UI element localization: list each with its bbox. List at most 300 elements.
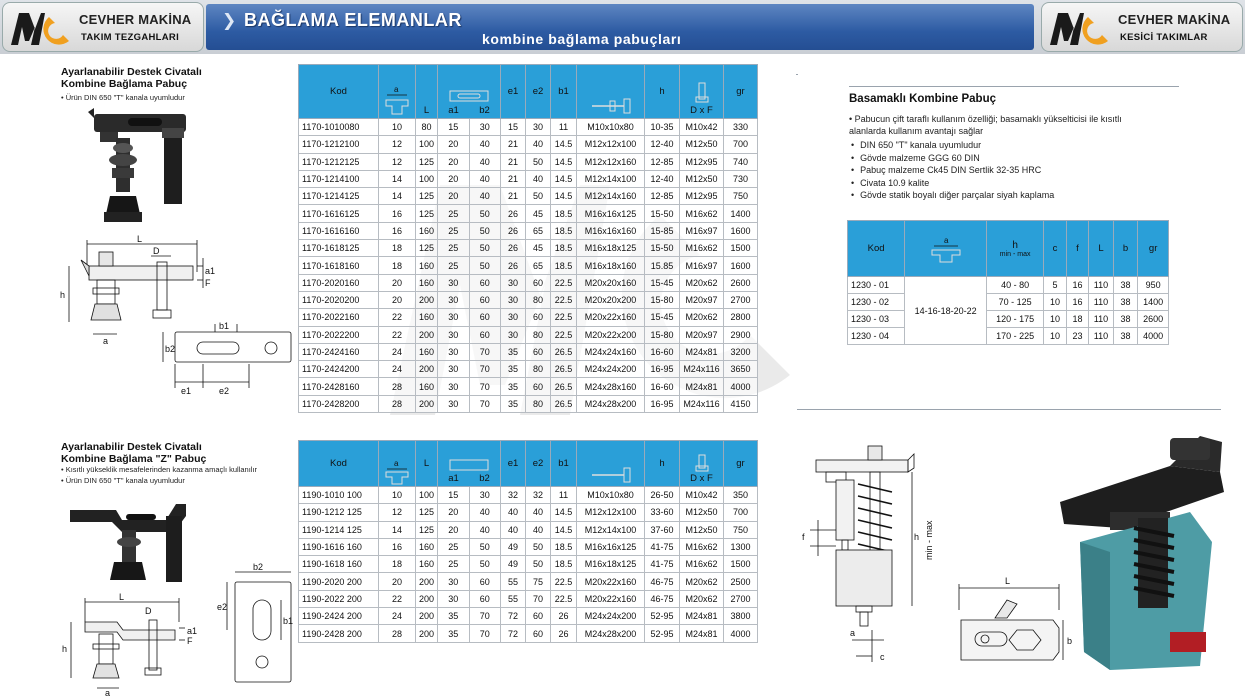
table-cell-kod: 1230 - 03 xyxy=(848,311,905,328)
table-cell: 25 xyxy=(438,222,470,239)
table-cell-kod: 1170-2020200 xyxy=(299,291,379,308)
section2-title xyxy=(61,441,206,465)
clamp-spec-table-body xyxy=(299,119,758,413)
table-cell: 740 xyxy=(724,153,758,170)
table-cell: 160 xyxy=(416,378,438,395)
table-cell: 160 xyxy=(416,343,438,360)
table-cell: M20x20x160 xyxy=(577,274,645,291)
col-c: c xyxy=(1044,221,1066,277)
table-cell: 52-95 xyxy=(645,608,680,625)
list-item: • Gövde malzeme GGG 60 DIN xyxy=(849,152,1054,165)
table-cell: 30 xyxy=(501,326,526,343)
table-cell: 730 xyxy=(724,170,758,187)
table-row xyxy=(299,361,758,378)
clamp-product-photo xyxy=(88,104,208,228)
table-cell: 20 xyxy=(438,153,470,170)
table-cell: 15 xyxy=(501,119,526,136)
table-row xyxy=(299,487,758,504)
table-cell: 40 xyxy=(469,504,501,521)
svg-text:a: a xyxy=(943,235,949,245)
table-cell: M24x116 xyxy=(680,361,724,378)
table-cell: 25 xyxy=(438,205,470,222)
dim-label-a1: a1 xyxy=(187,626,198,636)
table-cell: 16-95 xyxy=(645,361,680,378)
table-cell: 200 xyxy=(416,590,438,607)
table-cell: M24x81 xyxy=(680,343,724,360)
col-e2: e2 xyxy=(526,441,551,487)
table-cell: 46-75 xyxy=(645,590,680,607)
table-cell: 70 xyxy=(469,625,501,642)
table-cell: M16x62 xyxy=(680,556,724,573)
table-cell: 40 xyxy=(501,521,526,538)
table-cell: 35 xyxy=(501,343,526,360)
table-cell: 52-95 xyxy=(645,625,680,642)
table-cell: M16x18x125 xyxy=(577,240,645,257)
table-cell: 14.5 xyxy=(551,136,577,153)
table-cell: 110 xyxy=(1089,294,1114,311)
section2-note1: • Kısıtlı yükseklik mesafelerinden kazanma amaçlı kullanılır xyxy=(61,465,258,474)
table-cell: 20 xyxy=(379,573,416,590)
table-cell: 40 - 80 xyxy=(987,277,1044,294)
z-clamp-spec-table-body xyxy=(299,487,758,643)
table-cell: 22 xyxy=(379,590,416,607)
table-cell: 41-75 xyxy=(645,556,680,573)
dim-label-e2: e2 xyxy=(217,602,228,612)
table-row xyxy=(299,291,758,308)
table-cell: 25 xyxy=(438,556,470,573)
table-cell: M20x62 xyxy=(680,274,724,291)
table-cell: 49 xyxy=(501,556,526,573)
page-header xyxy=(0,0,1245,54)
table-cell: 80 xyxy=(526,326,551,343)
table-cell: 38 xyxy=(1113,294,1138,311)
col-bolt xyxy=(577,441,645,487)
col-kod: Kod xyxy=(299,441,379,487)
dim-label-a1: a1 xyxy=(205,266,216,276)
table-cell: 40 xyxy=(526,504,551,521)
table-cell-kod: 1170-2424200 xyxy=(299,361,379,378)
table-cell: M16x97 xyxy=(680,257,724,274)
section3-bullet-list xyxy=(849,139,1054,202)
table-cell: 40 xyxy=(469,521,501,538)
divider xyxy=(797,409,1221,410)
table-cell: 1400 xyxy=(724,205,758,222)
table-cell: 3650 xyxy=(724,361,758,378)
table-cell: 32 xyxy=(501,487,526,504)
table-cell: 70 xyxy=(469,395,501,412)
table-cell: 15.85 xyxy=(645,257,680,274)
table-cell: 22 xyxy=(379,309,416,326)
table-cell: 2900 xyxy=(724,326,758,343)
dim-label-e1: e1 xyxy=(181,386,192,396)
table-row xyxy=(299,343,758,360)
table-cell: 12 xyxy=(379,136,416,153)
table-cell: 40 xyxy=(526,521,551,538)
table-cell: 15-80 xyxy=(645,291,680,308)
table-cell: 1600 xyxy=(724,257,758,274)
section3-title: Basamaklı Kombine Pabuç xyxy=(849,93,996,105)
table-cell: 110 xyxy=(1089,328,1114,345)
table-cell: 120 - 175 xyxy=(987,311,1044,328)
table-cell: 45 xyxy=(526,205,551,222)
table-cell: 200 xyxy=(416,608,438,625)
table-cell: 20 xyxy=(438,170,470,187)
table-cell-kod: 1190-1618 160 xyxy=(299,556,379,573)
table-cell-kod: 1190-1214 125 xyxy=(299,521,379,538)
col-kod: Kod xyxy=(848,221,905,277)
step-clamp-spec-table-body xyxy=(848,277,1169,345)
table-cell: 30 xyxy=(438,274,470,291)
table-cell: 16-60 xyxy=(645,343,680,360)
section1-title-line1: Ayarlanabilir Destek Civatalı xyxy=(61,66,202,78)
table-cell: 18.5 xyxy=(551,222,577,239)
table-row xyxy=(299,205,758,222)
logo-right xyxy=(1041,2,1243,52)
table-cell: 24 xyxy=(379,361,416,378)
table-cell: 12 xyxy=(379,504,416,521)
table-cell: 20 xyxy=(379,274,416,291)
list-item: • DIN 650 "T" kanala uyumludur xyxy=(849,139,1054,152)
table-cell: 10 xyxy=(379,119,416,136)
slot-nut-icon xyxy=(444,87,494,105)
table-cell: 16 xyxy=(1066,294,1088,311)
table-cell: 30 xyxy=(501,291,526,308)
table-cell-kod: 1190-2022 200 xyxy=(299,590,379,607)
col-L: L xyxy=(416,65,438,119)
table-cell: 21 xyxy=(501,153,526,170)
table-cell: 26 xyxy=(501,257,526,274)
section3-description: • Pabucun çift taraflı kullanım özelliği; basamaklı yükselticisi ile kısıtlı alanlarda kullanım avantajı sağlar xyxy=(849,114,1122,136)
table-cell-kod: 1170-1618160 xyxy=(299,257,379,274)
table-cell: 28 xyxy=(379,625,416,642)
table-cell: 125 xyxy=(416,188,438,205)
table-row xyxy=(299,625,758,642)
table-cell: 18.5 xyxy=(551,205,577,222)
table-cell: M24x28x200 xyxy=(577,625,645,642)
table-cell: 40 xyxy=(501,504,526,521)
table-cell: 15-45 xyxy=(645,274,680,291)
table-cell: 70 xyxy=(469,378,501,395)
col-kod: Kod xyxy=(299,65,379,119)
table-cell: 16-95 xyxy=(645,395,680,412)
table-cell: 12-40 xyxy=(645,170,680,187)
table-cell: 20 xyxy=(438,504,470,521)
table-cell: M24x28x160 xyxy=(577,378,645,395)
col-L: L xyxy=(416,441,438,487)
table-cell-kod: 1190-2428 200 xyxy=(299,625,379,642)
table-cell: M16x62 xyxy=(680,205,724,222)
table-cell: M24x28x200 xyxy=(577,395,645,412)
step-clamp-product-photo xyxy=(1050,432,1230,674)
dim-label-h: h xyxy=(60,290,66,300)
table-cell: M12x14x100 xyxy=(577,170,645,187)
table-row xyxy=(299,573,758,590)
table-cell-kod: 1170-1212100 xyxy=(299,136,379,153)
table-row xyxy=(299,395,758,412)
table-cell: 22.5 xyxy=(551,590,577,607)
table-cell: 25 xyxy=(438,240,470,257)
col-a xyxy=(379,441,416,487)
table-cell: 40 xyxy=(469,153,501,170)
dim-label-h: h xyxy=(62,644,68,654)
table-cell: 15-50 xyxy=(645,240,680,257)
table-row xyxy=(299,153,758,170)
table-cell: M20x62 xyxy=(680,590,724,607)
table-cell: 80 xyxy=(526,395,551,412)
table-cell: 80 xyxy=(526,361,551,378)
cevher-logo-icon xyxy=(9,9,73,47)
table-cell: M10x10x80 xyxy=(577,119,645,136)
table-cell: 5 xyxy=(1044,277,1066,294)
table-cell-kod: 1170-1214125 xyxy=(299,188,379,205)
table-cell: M24x24x160 xyxy=(577,343,645,360)
table-cell: M12x12x100 xyxy=(577,504,645,521)
table-cell: 22 xyxy=(379,326,416,343)
col-f: f xyxy=(1066,221,1088,277)
table-cell: 50 xyxy=(469,556,501,573)
table-row xyxy=(299,504,758,521)
table-cell: 30 xyxy=(438,378,470,395)
table-cell: M16x16x125 xyxy=(577,205,645,222)
table-cell: 4000 xyxy=(724,378,758,395)
table-cell: 350 xyxy=(724,487,758,504)
col-a1-b2 xyxy=(438,441,501,487)
col-e1: e1 xyxy=(501,65,526,119)
table-row xyxy=(299,257,758,274)
logo-brand: CEVHER MAKİNA xyxy=(1118,12,1231,27)
table-cell: 18 xyxy=(379,257,416,274)
table-cell: M12x12x100 xyxy=(577,136,645,153)
table-cell: 160 xyxy=(416,222,438,239)
table-cell: 14.5 xyxy=(551,170,577,187)
table-cell: M20x62 xyxy=(680,573,724,590)
table-cell-kod: 1170-2428200 xyxy=(299,395,379,412)
dim-label-e2: e2 xyxy=(219,386,230,396)
table-cell-kod: 1170-1212125 xyxy=(299,153,379,170)
table-cell: M24x116 xyxy=(680,395,724,412)
dim-label-b1: b1 xyxy=(219,321,230,331)
table-cell: 50 xyxy=(469,205,501,222)
z-clamp-technical-drawing xyxy=(57,560,297,696)
table-cell: M12x95 xyxy=(680,153,724,170)
table-cell-kod: 1170-2020160 xyxy=(299,274,379,291)
table-cell: 750 xyxy=(724,521,758,538)
logo-left xyxy=(2,2,204,52)
clamp-spec-table xyxy=(298,64,758,413)
table-cell: 26 xyxy=(501,205,526,222)
table-cell: M12x50 xyxy=(680,170,724,187)
table-cell: 70 xyxy=(526,590,551,607)
table-cell: 40 xyxy=(469,170,501,187)
divider xyxy=(796,74,798,75)
table-cell: 40 xyxy=(469,136,501,153)
divider xyxy=(849,86,1179,87)
table-cell: 18.5 xyxy=(551,538,577,555)
col-a1-b2 xyxy=(438,65,501,119)
table-cell: 35 xyxy=(501,395,526,412)
dim-label-b2: b2 xyxy=(165,344,176,354)
table-cell: 70 - 125 xyxy=(987,294,1044,311)
table-row xyxy=(299,240,758,257)
table-row xyxy=(299,309,758,326)
col-b1: b1 xyxy=(551,441,577,487)
table-cell: 1500 xyxy=(724,556,758,573)
table-cell: 60 xyxy=(469,291,501,308)
table-cell: M24x81 xyxy=(680,608,724,625)
table-cell: 26.5 xyxy=(551,343,577,360)
table-cell: M12x50 xyxy=(680,136,724,153)
table-cell: 18 xyxy=(379,556,416,573)
col-dxf: D x F xyxy=(680,441,724,487)
table-cell: 16 xyxy=(379,222,416,239)
dim-label-a: a xyxy=(103,336,109,346)
clamp-technical-drawing xyxy=(57,232,292,402)
table-cell: 35 xyxy=(501,361,526,378)
table-cell: 26 xyxy=(501,240,526,257)
dim-label-h: h xyxy=(914,532,920,542)
table-cell: 200 xyxy=(416,361,438,378)
table-cell: 26 xyxy=(551,625,577,642)
table-cell: 24 xyxy=(379,608,416,625)
table-cell-kod: 1230 - 04 xyxy=(848,328,905,345)
table-cell: 25 xyxy=(438,257,470,274)
table-cell: 110 xyxy=(1089,277,1114,294)
table-cell: 50 xyxy=(526,556,551,573)
table-cell: 50 xyxy=(469,240,501,257)
table-cell: 110 xyxy=(1089,311,1114,328)
table-cell: 24 xyxy=(379,343,416,360)
table-cell: 100 xyxy=(416,170,438,187)
table-cell: 60 xyxy=(469,573,501,590)
table-cell: 20 xyxy=(438,136,470,153)
table-cell-kod: 1230 - 02 xyxy=(848,294,905,311)
table-cell: 40 xyxy=(526,136,551,153)
table-cell: 25 xyxy=(438,538,470,555)
table-cell: 160 xyxy=(416,538,438,555)
table-cell: 2800 xyxy=(724,309,758,326)
table-cell: 26.5 xyxy=(551,361,577,378)
table-cell: 30 xyxy=(438,326,470,343)
table-row xyxy=(299,326,758,343)
table-row xyxy=(299,608,758,625)
table-cell: 35 xyxy=(501,378,526,395)
list-item: • Civata 10.9 kalite xyxy=(849,177,1054,190)
table-cell-kod: 1190-2424 200 xyxy=(299,608,379,625)
table-cell: 200 xyxy=(416,291,438,308)
table-row xyxy=(848,277,1169,294)
table-cell: 14.5 xyxy=(551,188,577,205)
table-cell: 30 xyxy=(438,343,470,360)
dim-label-D: D xyxy=(145,606,152,616)
section1-note: • Ürün DIN 650 "T" kanala uyumludur xyxy=(61,93,185,102)
table-cell: M20x20x200 xyxy=(577,291,645,308)
table-cell: 75 xyxy=(526,573,551,590)
table-cell: 16-60 xyxy=(645,378,680,395)
slot-nut-icon xyxy=(444,457,494,473)
table-cell: 12 xyxy=(379,153,416,170)
logo-subtitle: KESİCİ TAKIMLAR xyxy=(1120,32,1208,43)
table-cell: 15-45 xyxy=(645,309,680,326)
section2-title-line2: Kombine Bağlama "Z" Pabuç xyxy=(61,453,207,465)
table-cell: 18.5 xyxy=(551,257,577,274)
table-cell-kod: 1170-1214100 xyxy=(299,170,379,187)
col-bolt xyxy=(577,65,645,119)
logo-brand: CEVHER MAKİNA xyxy=(79,12,192,27)
table-cell: 30 xyxy=(469,487,501,504)
table-cell: M12x50 xyxy=(680,504,724,521)
table-cell: 38 xyxy=(1113,311,1138,328)
table-cell: M24x81 xyxy=(680,625,724,642)
table-cell-kod: 1190-1010 100 xyxy=(299,487,379,504)
svg-text:a: a xyxy=(394,85,399,94)
table-cell: M20x22x160 xyxy=(577,573,645,590)
table-cell: 22.5 xyxy=(551,573,577,590)
table-cell: 70 xyxy=(469,361,501,378)
table-cell: 18.5 xyxy=(551,240,577,257)
table-cell: 2500 xyxy=(724,573,758,590)
table-cell-a-merged: 14-16-18-20-22 xyxy=(905,277,987,345)
col-h: h min - max xyxy=(987,221,1044,277)
table-row xyxy=(848,294,1169,311)
table-cell: 11 xyxy=(551,487,577,504)
dim-label-b2: b2 xyxy=(253,562,264,572)
col-gr: gr xyxy=(1138,221,1169,277)
table-cell: M20x22x200 xyxy=(577,326,645,343)
table-cell: 38 xyxy=(1113,277,1138,294)
table-cell: 50 xyxy=(469,222,501,239)
table-row xyxy=(299,556,758,573)
table-cell: 14 xyxy=(379,521,416,538)
col-e2: e2 xyxy=(526,65,551,119)
dim-label-L: L xyxy=(119,592,125,602)
table-cell: 950 xyxy=(1138,277,1169,294)
dim-label-c: c xyxy=(880,652,885,662)
title-banner xyxy=(206,4,1034,50)
page-subtitle: kombine bağlama pabuçları xyxy=(482,31,682,47)
table-cell: 14 xyxy=(379,188,416,205)
col-a1-label: a1 xyxy=(448,105,459,116)
table-cell: 80 xyxy=(416,119,438,136)
table-cell: 160 xyxy=(416,309,438,326)
table-cell: M20x22x160 xyxy=(577,590,645,607)
table-cell: 15 xyxy=(438,487,470,504)
dim-label-L: L xyxy=(1005,576,1011,586)
table-cell: M16x16x160 xyxy=(577,222,645,239)
table-cell: 200 xyxy=(416,395,438,412)
table-cell-kod: 1190-1616 160 xyxy=(299,538,379,555)
table-row xyxy=(299,274,758,291)
table-cell: M16x62 xyxy=(680,240,724,257)
table-cell: 10-35 xyxy=(645,119,680,136)
table-cell: 30 xyxy=(438,573,470,590)
table-cell: 15-50 xyxy=(645,205,680,222)
table-cell: 1600 xyxy=(724,222,758,239)
table-cell: 700 xyxy=(724,136,758,153)
table-cell: M10x42 xyxy=(680,119,724,136)
table-cell: 15 xyxy=(438,119,470,136)
dim-label-a: a xyxy=(850,628,856,638)
table-row xyxy=(299,170,758,187)
table-cell: M12x12x160 xyxy=(577,153,645,170)
table-cell: 160 xyxy=(416,274,438,291)
section1-title-line2: Kombine Bağlama Pabuç xyxy=(61,78,188,90)
col-L: L xyxy=(1089,221,1114,277)
col-gr: gr xyxy=(724,441,758,487)
table-cell: 60 xyxy=(469,590,501,607)
table-cell: 14.5 xyxy=(551,153,577,170)
table-cell: 26.5 xyxy=(551,378,577,395)
table-cell: 12-85 xyxy=(645,188,680,205)
